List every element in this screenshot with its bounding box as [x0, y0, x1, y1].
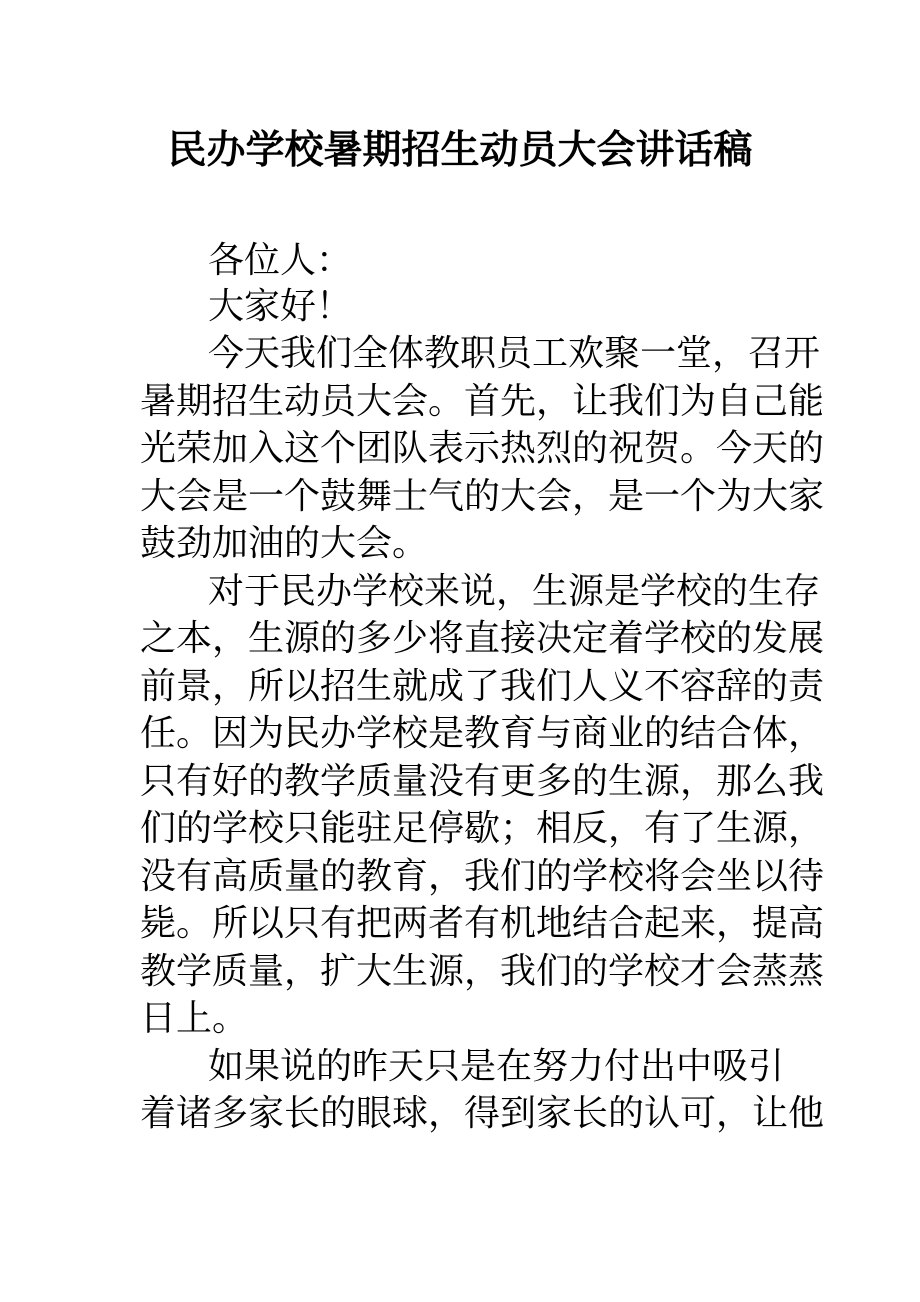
paragraph-2-line-7: 没有高质量的教育，我们的学校将会坐以待 [140, 856, 825, 897]
paragraph-1-line-2: 暑期招生动员大会。首先，让我们为自己能 [140, 381, 825, 422]
paragraph-2-line-3: 前景，所以招生就成了我们人义不容辞的责 [140, 666, 825, 707]
paragraph-2-line-8: 毙。所以只有把两者有机地结合起来，提高 [140, 903, 825, 944]
paragraph-3-line-1: 如果说的昨天只是在努力付出中吸引 [208, 1046, 785, 1087]
salutation: 各位人： [208, 240, 353, 281]
paragraph-2-line-1: 对于民办学校来说，生源是学校的生存 [208, 571, 821, 612]
paragraph-1-line-5: 鼓劲加油的大会。 [140, 523, 429, 564]
paragraph-2-line-6: 们的学校只能驻足停歇；相反，有了生源， [140, 808, 825, 849]
paragraph-2-line-10: 日上。 [140, 998, 249, 1039]
paragraph-2-line-9: 教学质量，扩大生源，我们的学校才会蒸蒸 [140, 951, 825, 992]
paragraph-1-line-3: 光荣加入这个团队表示热烈的祝贺。今天的 [140, 428, 825, 469]
paragraph-2-line-4: 任。因为民办学校是教育与商业的结合体， [140, 713, 825, 754]
paragraph-3-line-2: 着诸多家长的眼球，得到家长的认可，让他 [140, 1093, 825, 1134]
paragraph-2-line-5: 只有好的教学质量没有更多的生源，那么我 [140, 761, 825, 802]
greeting: 大家好！ [208, 286, 353, 327]
paragraph-1-line-1: 今天我们全体教职员工欢聚一堂，召开 [208, 333, 821, 374]
paragraph-1-line-4: 大会是一个鼓舞士气的大会，是一个为大家 [140, 476, 825, 517]
document-title: 民办学校暑期招生动员大会讲话稿 [167, 127, 753, 173]
paragraph-2-line-2: 之本，生源的多少将直接决定着学校的发展 [140, 618, 825, 659]
